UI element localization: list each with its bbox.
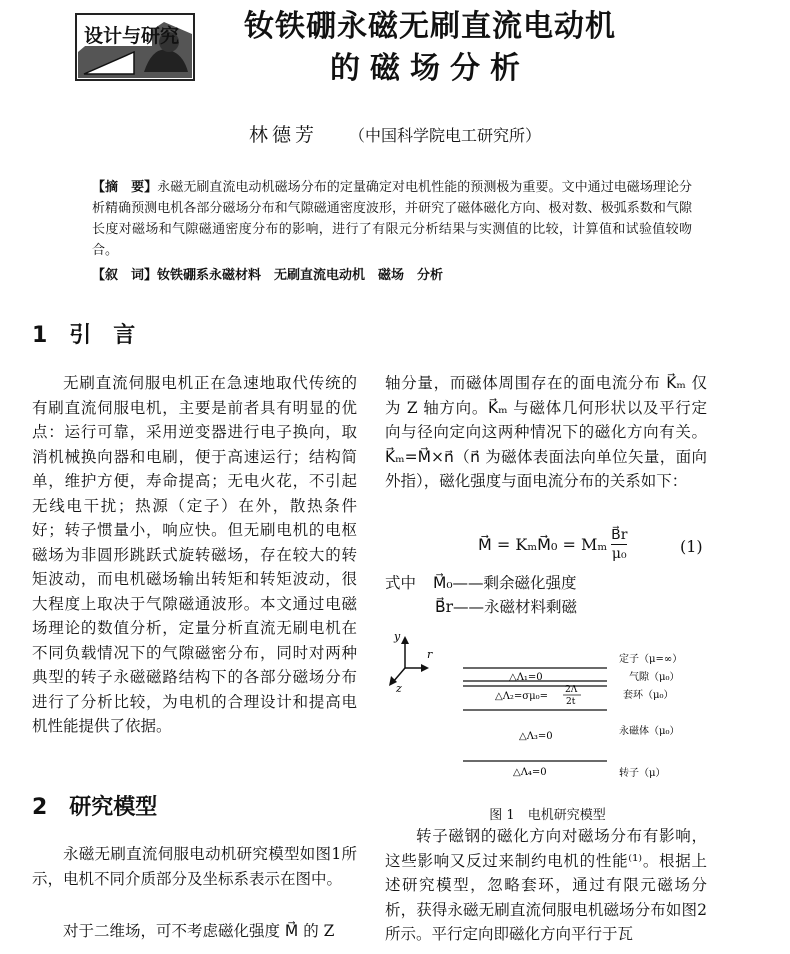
paper-title-line1: 钕铁硼永磁无刷直流电动机 — [244, 9, 616, 44]
equation-1-left: M⃗ = KₘM⃗₀ = Mₘ — [478, 535, 608, 554]
region1-equation: △Λ₁=0 — [509, 672, 543, 683]
region2-frac-top: 2Λ — [565, 685, 578, 695]
label-rotor: 转子（μ） — [619, 768, 666, 779]
region3-equation: △Λ₃=0 — [519, 731, 553, 742]
definitions-lead: 式中 — [385, 574, 417, 592]
equation-1-numerator: B⃗r — [611, 527, 628, 543]
section2-paragraph2: 对于二维场，可不考虑磁化强度 M⃗ 的 Z — [63, 922, 335, 940]
right-column-paragraph2: 转子磁钢的磁化方向对磁场分布有影响，这些影响又反过来制约电机的性能⁽¹⁾。根据上述研究模型，忽略套环，通过有限元磁场分析，获得永磁无刷直流伺服电机磁场分布如图2所示。平行定向即磁化方向平行于瓦 — [385, 827, 707, 943]
equation-1-number: (1) — [680, 537, 703, 556]
abstract-paragraph — [92, 177, 692, 261]
author-name: 林德芳 — [248, 124, 318, 146]
equation-1 — [478, 526, 627, 563]
abstract-label: 【摘 要】 — [92, 180, 158, 195]
equation-1-denominator: μ₀ — [611, 546, 627, 562]
definition-row-1 — [385, 571, 577, 595]
paper-title-line2: 的磁场分析 — [330, 51, 530, 86]
keywords-text: 钕铁硼系永磁材料 无刷直流电动机 磁场 分析 — [157, 268, 444, 283]
definition-br: B⃗r——永磁材料剩磁 — [435, 598, 578, 616]
axis-z-label: z — [396, 682, 402, 695]
definition-m0: M⃗₀——剩余磁化强度 — [432, 574, 577, 592]
section2-heading: 2 研究模型 — [32, 795, 158, 820]
region2-frac-bottom: 2t — [566, 697, 576, 707]
axis-r-label: r — [427, 648, 433, 661]
abstract-block — [92, 177, 692, 286]
equation-definitions — [385, 571, 577, 619]
section1-heading: 1 引 言 — [32, 323, 136, 348]
label-ring: 套环（μ₀） — [623, 690, 674, 701]
keywords-label: 【叙 词】 — [92, 268, 158, 283]
figure-1-caption: 图 1 电机研究模型 — [489, 808, 606, 823]
author-block — [0, 120, 790, 147]
label-stator: 定子（μ=∞） — [619, 654, 683, 665]
author-affiliation: （中国科学院电工研究所） — [349, 126, 542, 145]
region4-equation: △Λ₄=0 — [513, 767, 547, 778]
right-column-paragraph1: 轴分量，而磁体周围存在的面电流分布 K⃗ₘ 仅为 Z 轴方向。K⃗ₘ 与磁体几何形状以及平行定向与径向定向这两种情况下的磁化方向有关。K⃗ₘ=M⃗×n⃗（n⃗ 为磁体表面法向单位矢量，面向外指），磁化强度与面电流分布的关系如下： — [385, 374, 707, 490]
abstract-text: 永磁无刷直流电动机磁场分布的定量确定对电机性能的预测极为重要。文中通过电磁场理论分析精确预测电机各部分磁场分布和气隙磁通密度波形，并研究了磁体磁化方向、极对数、极弧系数和气隙长度对磁场和气隙磁通密度分布的影响，进行了有限元分析结果与实测值的比较，计算值和试验值较吻合。 — [92, 180, 692, 258]
section2-paragraph1: 永磁无刷直流伺服电动机研究模型如图1所示，电机不同介质部分及坐标系表示在图中。 — [32, 845, 357, 888]
y-arrow — [401, 636, 409, 644]
journal-logo — [74, 12, 196, 82]
section1-paragraph: 无刷直流伺服电机正在急速地取代传统的有刷直流伺服电机，主要是前者具有明显的优点：运行可靠，采用逆变器进行电子换向，取消机械换向器和电刷，便于高速运行；结构简单，维护方便，寿命提高；无电火花，不引起无线电干扰；热源（定子）在外，散热条件好；转子惯量小，响应快。但无刷电机的电枢磁场为非圆形跳跃式旋转磁场，存在较大的转矩波动，而电机磁场输出转矩和转矩波动，很大程度上取决于气隙磁通波形。本文通过电磁场理论的数值分析，定量分析直流无刷电机在不同负载情况下的气隙磁密分布，同时对两种典型的转子永磁磁路结构下的各部分磁场分布进行了分析比较，为电机的合理设计和提高电机性能提供了依据。 — [32, 374, 357, 735]
logo-text: 设计与研究 — [84, 25, 180, 47]
region2-equation: △Λ₂=σμ₀= — [495, 691, 549, 702]
axis-y-label: y — [394, 630, 401, 643]
coordinate-axes — [389, 636, 429, 686]
figure-1-diagram — [385, 628, 715, 788]
r-arrow — [421, 664, 429, 672]
label-airgap: 气隙（μ₀） — [629, 672, 680, 683]
keywords-line — [92, 265, 692, 286]
label-magnet: 永磁体（μ₀） — [619, 726, 680, 737]
equation-1-fraction — [611, 526, 627, 563]
